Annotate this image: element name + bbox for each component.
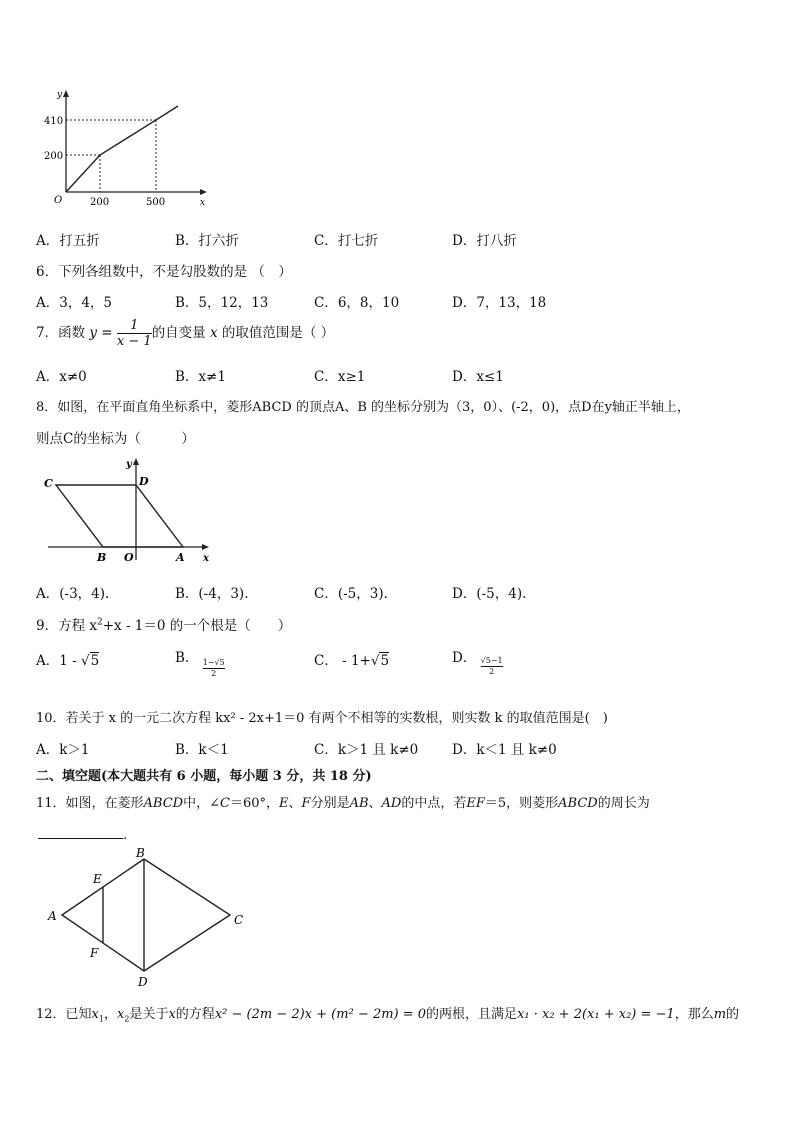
q11-stem-d: 分别是 — [310, 796, 350, 811]
q8-option-d: D．(-5，4). — [452, 586, 527, 602]
q11-e: E — [279, 796, 289, 811]
q6-option-b: B．5，12，13 — [175, 295, 269, 311]
q6-option-c: C．6，8，10 — [314, 295, 400, 311]
q11-abcd: ABCD — [143, 796, 184, 811]
q10-option-c: C．k＞1 且 k≠0 — [314, 742, 419, 758]
fig11-label-c: C — [234, 913, 244, 927]
q5-option-b: B．打六折 — [175, 233, 239, 249]
q11-stem-b: 中，∠ — [183, 796, 221, 811]
q12-x2: x — [117, 1007, 125, 1022]
q11-stem-g: 的周长为 — [597, 796, 650, 811]
fig8-rhombus — [56, 485, 183, 547]
q11-period: . — [123, 828, 128, 843]
fig8-label-a: A — [176, 551, 185, 564]
q7-option-a: A．x≠0 — [36, 369, 87, 385]
fig8-label-x: x — [203, 553, 209, 564]
q9-stem — [36, 614, 291, 634]
q11-stem — [36, 792, 650, 811]
fig8-label-y: y — [126, 459, 132, 470]
fig11-label-d: D — [138, 975, 148, 989]
q12-stem — [36, 1003, 739, 1024]
q8-option-a: A．(-3，4). — [36, 586, 110, 602]
graph-y-label: y — [57, 90, 63, 100]
fig8-label-o: O — [124, 551, 134, 564]
q11-stem-e: 的中点，若 — [401, 796, 467, 811]
q11-sep2: 、 — [368, 796, 382, 811]
fig11-label-a: A — [48, 909, 57, 923]
rhombus-midpoint-figure — [40, 845, 250, 990]
q9-sup: 2 — [97, 617, 103, 628]
q11-sep1: 、 — [288, 796, 302, 811]
q5-option-a: A．打五折 — [36, 233, 100, 249]
fig11-label-b: B — [136, 846, 145, 860]
q7-suffix-a: 的自变量 — [151, 325, 206, 341]
q7-option-c: C．x≥1 — [314, 369, 366, 385]
q11-stem-c: ＝60°， — [229, 796, 280, 811]
q12-equation: x² − (2m − 2)x + (m² − 2m) = 0 — [214, 1007, 427, 1022]
graph-xtick-200: 200 — [90, 197, 110, 208]
q12-x2-sub: 2 — [124, 1014, 130, 1024]
q11-blank-line — [38, 826, 123, 839]
q11-abcd2: ABCD — [558, 796, 598, 811]
q10-stem: 10．若关于 x 的一元二次方程 kx² - 2x+1＝0 有两个不相等的实数根，则实数 k 的取值范围是( ) — [36, 711, 608, 726]
q12-mid4: ，那么 — [674, 1007, 714, 1022]
q8-option-c: C．(-5，3). — [314, 586, 388, 602]
fig11-label-f: F — [90, 946, 99, 960]
q9-stem-b: +x - 1＝0 的一个根是（ ） — [102, 618, 292, 634]
fig8-x-arrow — [202, 544, 209, 550]
graph-ytick-410: 410 — [44, 116, 64, 127]
q11-answer-blank[interactable] — [38, 826, 127, 843]
graph-x-label: x — [200, 198, 206, 208]
q12-condition: x₁ · x₂ + 2(x₁ + x₂) = −1 — [517, 1007, 675, 1022]
q7-func: y = — [89, 325, 113, 341]
q9-optb-den: 2 — [211, 669, 217, 678]
q9-optb-fraction — [203, 658, 225, 679]
q7-frac-den: x − 1 — [116, 334, 152, 349]
q9-optc-pre: C． - 1+ — [314, 653, 371, 669]
q12-mid3: 的两根，且满足 — [426, 1007, 518, 1022]
q12-comma: ， — [103, 1007, 117, 1022]
q8-stem-line1: 8．如图，在平面直角坐标系中，菱形ABCD 的顶点A、B 的坐标分别为（3，0）、(-2，0)，点D在y轴正半轴上， — [36, 400, 690, 415]
q11-ef: EF — [466, 796, 485, 811]
q6-option-a: A．3，4，5 — [36, 295, 113, 311]
q11-f: F — [301, 796, 311, 811]
q12-xv: x — [168, 1007, 176, 1022]
q9-option-d — [452, 646, 503, 677]
q7-option-d: D．x≤1 — [452, 369, 504, 385]
q11-ad: AD — [381, 796, 402, 811]
q6-option-d: D．7，13，18 — [452, 295, 547, 311]
q9-option-a: A．1 - √5 — [36, 653, 100, 669]
q7-stem — [36, 318, 334, 349]
fig8-label-c: C — [44, 477, 53, 490]
fig8-y-arrow — [133, 458, 139, 465]
fig8-label-d: D — [139, 475, 149, 488]
q10-option-d: D．k＜1 且 k≠0 — [452, 742, 557, 758]
q12-m: m — [713, 1007, 727, 1022]
q12-mid: 是关于 — [129, 1007, 169, 1022]
q9-optd-den: 2 — [489, 667, 495, 676]
graph-line — [66, 106, 178, 192]
fig11-label-e: E — [93, 872, 102, 886]
q7-fraction — [117, 318, 152, 349]
graph-origin: O — [54, 195, 63, 206]
q9-optd-label: D． — [452, 650, 477, 666]
fig8-label-b: B — [97, 551, 107, 564]
q9-optb-label: B． — [175, 650, 199, 666]
q12-end: 的 — [726, 1007, 740, 1022]
q5-option-d: D．打八折 — [452, 233, 517, 249]
q9-optd-fraction — [481, 656, 503, 677]
q11-ab: AB — [349, 796, 369, 811]
q11-stem-a: 11．如图，在菱形 — [36, 796, 144, 811]
q7-var: x — [209, 325, 218, 341]
fig11-rhombus — [62, 859, 230, 971]
q7-option-b: B．x≠1 — [175, 369, 226, 385]
q8-stem-line2: 则点C的坐标为（ ） — [36, 431, 195, 447]
q12-x1-sub: 1 — [98, 1014, 104, 1024]
graph-ytick-200: 200 — [44, 151, 64, 162]
q9-opta-rad: 5 — [90, 653, 100, 669]
q12-prefix: 12．已知 — [36, 1007, 92, 1022]
q12-x1: x — [91, 1007, 99, 1022]
q8-option-b: B．(-4，3). — [175, 586, 249, 602]
graph-x-arrow — [200, 189, 207, 195]
q11-stem-f: ＝5，则菱形 — [484, 796, 559, 811]
q9-option-c: C． - 1+√5 — [314, 653, 390, 669]
graph-y-arrow — [63, 90, 69, 97]
q9-option-b — [175, 646, 225, 679]
q7-prefix: 7．函数 — [36, 325, 86, 341]
section-2-title: 二、填空题(本大题共有 6 小题，每小题 3 分，共 18 分) — [36, 769, 372, 784]
q11-c: C — [220, 796, 230, 811]
q9-stem-a: 9．方程 x — [36, 618, 97, 634]
q9-optb-num: 1−√5 — [202, 658, 225, 667]
price-graph — [40, 85, 220, 215]
graph-xtick-500: 500 — [146, 197, 166, 208]
q7-suffix-b: 的取值范围是（ ） — [221, 325, 335, 341]
q7-frac-num: 1 — [117, 318, 152, 334]
q9-opta-pre: A．1 - — [36, 653, 81, 669]
q5-option-c: C．打七折 — [314, 233, 379, 249]
q10-option-a: A．k＞1 — [36, 742, 90, 758]
rhombus-coordinate-figure — [40, 455, 225, 565]
q9-optd-num: √5−1 — [480, 656, 503, 665]
q6-stem: 6．下列各组数中，不是勾股数的是 （ ） — [36, 264, 292, 280]
q9-optc-rad: 5 — [380, 653, 390, 669]
q10-option-b: B．k＜1 — [175, 742, 229, 758]
q12-mid2: 的方程 — [175, 1007, 215, 1022]
